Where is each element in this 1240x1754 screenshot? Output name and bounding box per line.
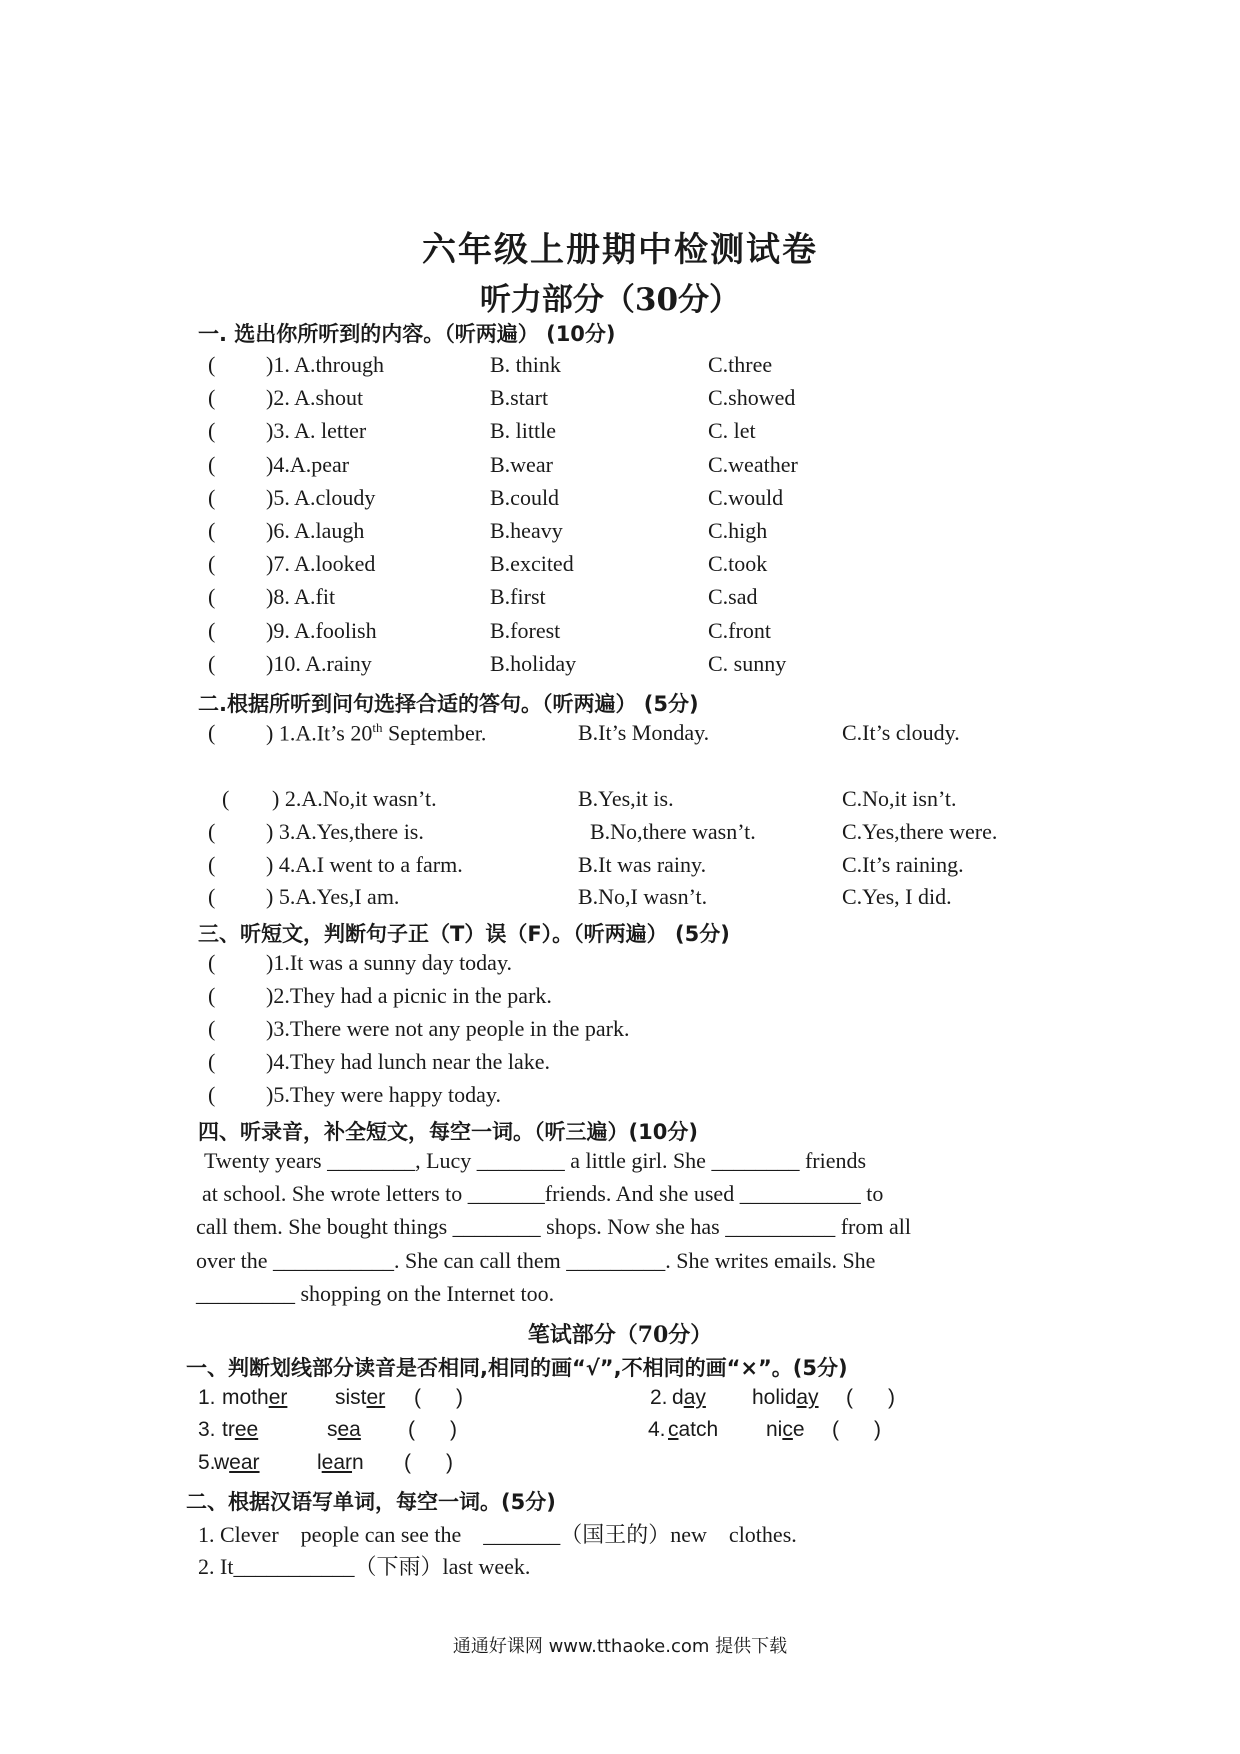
item-number: 4.: [648, 1418, 666, 1441]
passage-text: friends. And she used: [544, 1181, 740, 1206]
statement-text: )1.It was a sunny day today.: [266, 950, 513, 975]
word-1: [668, 1418, 718, 1442]
written-part1-heading: 一、判断划线部分读音是否相同,相同的画“√”,不相同的画“×”。(5分): [186, 1356, 848, 1380]
answer-paren: (: [208, 884, 216, 909]
listening-choice-row: [0, 551, 1240, 583]
word-1: [214, 1451, 260, 1475]
listening-choice-row: [0, 651, 1240, 683]
passage-text: from all: [835, 1214, 911, 1239]
passage-line: [204, 1148, 866, 1174]
exam-title: 六年级上册期中检测试卷: [422, 230, 818, 270]
passage-line: [196, 1214, 911, 1240]
listening-choice-row: [0, 584, 1240, 616]
passage-text: shopping on the Internet too.: [295, 1281, 555, 1306]
option-a-text: ) 5.A.Yes,I am.: [266, 884, 400, 909]
word-1-start: tr: [222, 1418, 235, 1441]
written-section-title: 笔试部分（70分）: [527, 1322, 713, 1348]
answer-paren: (: [208, 518, 216, 543]
listening-section-title: 听力部分（30分）: [479, 282, 741, 318]
option-b: B.It’s Monday.: [578, 720, 710, 745]
passage-text: Twenty years: [204, 1148, 328, 1173]
word-2: [766, 1418, 805, 1442]
answer-paren[interactable]: ( ): [832, 1418, 881, 1441]
word-1-underlined-part: ear: [229, 1451, 260, 1474]
option-a: )5. A.cloudy: [266, 484, 376, 510]
option-a: )3. A. letter: [266, 418, 367, 444]
passage-text: , Lucy: [415, 1148, 477, 1173]
option-a: )4.A.pear: [266, 451, 350, 477]
answer-paren: (: [208, 418, 216, 444]
passage-text: . She can call them: [393, 1248, 567, 1273]
part4-heading: 四、听录音，补全短文，每空一词。（听三遍）(10分): [198, 1120, 698, 1144]
option-b: B. think: [490, 352, 561, 377]
listening-choice-row: [0, 385, 1240, 417]
word-2-start: sist: [335, 1386, 367, 1409]
pronunciation-pair: [0, 1418, 1240, 1450]
option-b: B.holiday: [490, 650, 577, 676]
sentence-start: 1. Clever people can see the: [198, 1522, 484, 1547]
answer-paren: (: [208, 1016, 216, 1041]
answer-paren: (: [208, 950, 216, 975]
option-c: C.sad: [708, 584, 758, 610]
word-1-start: d: [672, 1386, 684, 1409]
listening-choice-row: [0, 418, 1240, 450]
option-b: B.start: [490, 385, 549, 411]
option-a: )8. A.fit: [266, 584, 336, 610]
passage-text: call them. She bought things: [196, 1214, 453, 1239]
word-2-end: n: [352, 1451, 364, 1474]
part1-heading: 一. 选出你所听到的内容。（听两遍） (10分): [198, 322, 616, 346]
option-c: C.weather: [708, 451, 798, 477]
option-c: C.took: [708, 551, 768, 577]
option-c: C. sunny: [708, 650, 787, 676]
fill-blank[interactable]: ________: [327, 1148, 416, 1173]
passage-text: a little girl. She: [564, 1148, 712, 1173]
option-b: B.wear: [490, 451, 553, 477]
fill-blank[interactable]: ___________: [233, 1554, 355, 1579]
word-1-start: moth: [222, 1386, 269, 1409]
answer-paren[interactable]: ( ): [408, 1418, 457, 1441]
answer-paren: (: [208, 819, 216, 844]
option-c: C.high: [708, 518, 768, 543]
option-b: B.forest: [490, 617, 561, 643]
true-false-row: [0, 1082, 1240, 1114]
answer-paren: (: [208, 1049, 216, 1074]
statement-text: )3.There were not any people in the park.: [266, 1016, 630, 1041]
option-a-text: ) 2.A.No,it wasn’t.: [272, 786, 437, 811]
option-b: B.heavy: [490, 518, 563, 543]
word-2-end: e: [792, 1418, 805, 1441]
passage-text: . She writes emails. She: [665, 1248, 876, 1273]
option-a: )1. A.through: [266, 352, 384, 377]
option-c: C.front: [708, 617, 771, 643]
fill-blank[interactable]: _________: [566, 1248, 666, 1273]
listening-choice-row: [0, 518, 1240, 550]
word-1: [672, 1386, 706, 1410]
answer-paren: (: [208, 1082, 216, 1107]
passage-line: [196, 1281, 554, 1307]
option-a: [266, 720, 486, 746]
answer-paren: (: [208, 451, 216, 477]
ordinal-suffix: th: [372, 720, 383, 735]
option-a: [266, 884, 399, 910]
answer-paren: (: [208, 720, 216, 745]
option-b: B.No,I wasn’t.: [578, 884, 708, 909]
passage-text: friends: [799, 1148, 867, 1173]
word-2-start: l: [317, 1451, 322, 1474]
statement-text: )4.They had lunch near the lake.: [266, 1049, 551, 1074]
answer-paren: (: [208, 484, 216, 510]
option-b: B. little: [490, 418, 556, 444]
option-c: C.Yes,there were.: [842, 819, 998, 844]
fill-blank[interactable]: __________: [725, 1214, 836, 1239]
option-a: [266, 819, 424, 845]
fill-blank[interactable]: ___________: [739, 1181, 861, 1206]
answer-paren: (: [208, 385, 216, 411]
sentence-start: 2. It: [198, 1554, 234, 1579]
fill-blank[interactable]: ________: [452, 1214, 541, 1239]
word-1-underlined-part: c: [668, 1418, 679, 1441]
option-a-text: ) 3.A.Yes,there is.: [266, 819, 424, 844]
passage-line: [202, 1181, 883, 1207]
option-a-rest: September.: [382, 720, 487, 746]
true-false-row: [0, 983, 1240, 1015]
statement-text: )2.They had a picnic in the park.: [266, 983, 552, 1008]
written-part2-heading: 二、根据汉语写单词，每空一词。(5分): [186, 1490, 556, 1514]
option-c: C.Yes, I did.: [842, 884, 952, 909]
word-2-underlined-part: ea: [337, 1418, 361, 1441]
part2-heading: 二.根据所听到问句选择合适的答句。（听两遍） (5分): [198, 692, 699, 716]
option-b: B.could: [490, 484, 560, 510]
listening-choice-row: [0, 618, 1240, 650]
option-c: C.showed: [708, 385, 796, 411]
option-a-text: ) 4.A.I went to a farm.: [266, 852, 463, 877]
listening-choice-row: [0, 452, 1240, 484]
word-2-underlined-part: er: [366, 1386, 386, 1409]
answer-paren[interactable]: ( ): [414, 1386, 463, 1409]
option-b: B.Yes,it is.: [578, 786, 674, 811]
answer-paren: (: [208, 551, 216, 577]
passage-text: shops. Now she has: [540, 1214, 726, 1239]
word-2-underlined-part: ear: [321, 1451, 353, 1474]
fill-blank[interactable]: _______: [467, 1181, 545, 1206]
option-a: [266, 852, 463, 878]
item-number: 5.: [198, 1451, 216, 1474]
response-choice-row: [0, 884, 1240, 916]
passage-text: at school. She wrote letters to: [202, 1181, 468, 1206]
option-c: C.would: [708, 484, 784, 510]
word-2-start: s: [327, 1418, 338, 1441]
response-choice-row: [0, 720, 1240, 752]
pronunciation-pair: [0, 1451, 1240, 1483]
answer-paren: (: [222, 786, 230, 811]
word-2-underlined-part: c: [782, 1418, 793, 1441]
word-1-underlined-part: er: [268, 1386, 288, 1409]
option-c: C.No,it isn’t.: [842, 786, 957, 811]
passage-text: over the: [196, 1248, 273, 1273]
option-c: C.three: [708, 352, 773, 377]
fill-blank[interactable]: _______: [483, 1522, 561, 1547]
pronunciation-pair: [0, 1386, 1240, 1418]
true-false-row: [0, 950, 1240, 982]
fill-blank[interactable]: ________: [711, 1148, 800, 1173]
true-false-row: [0, 1016, 1240, 1048]
word-2-start: holid: [752, 1386, 797, 1409]
answer-paren[interactable]: ( ): [404, 1451, 453, 1474]
word-1-start: w: [214, 1451, 230, 1474]
translation-item: [198, 1550, 530, 1581]
answer-paren: (: [208, 617, 216, 643]
option-c: C.It’s cloudy.: [842, 720, 960, 745]
answer-paren: (: [208, 983, 216, 1008]
word-2: [317, 1451, 364, 1475]
answer-paren: (: [208, 584, 216, 610]
answer-paren: (: [208, 852, 216, 877]
fill-blank[interactable]: _________: [196, 1281, 295, 1306]
option-a: )7. A.looked: [266, 551, 376, 577]
part3-heading: 三、听短文，判断句子正（T）误（F）。（听两遍） (5分): [198, 922, 730, 946]
option-a-text: ) 1.A.It’s 20: [266, 720, 373, 746]
answer-paren: (: [208, 352, 216, 377]
statement-text: )5.They were happy today.: [266, 1082, 501, 1107]
fill-blank[interactable]: ___________: [272, 1248, 394, 1273]
word-2: [752, 1386, 819, 1410]
response-choice-row: [0, 852, 1240, 884]
item-number: 2.: [650, 1386, 668, 1409]
word-1-underlined-part: ee: [234, 1418, 259, 1441]
word-2-start: ni: [766, 1418, 783, 1441]
option-a: )9. A.foolish: [266, 617, 377, 643]
option-b: B.It was rainy.: [578, 852, 707, 877]
response-choice-row: [0, 819, 1240, 851]
option-a: )10. A.rainy: [266, 650, 372, 676]
option-b: B.excited: [490, 551, 574, 577]
option-b: B.first: [490, 584, 546, 610]
listening-choice-row: [0, 352, 1240, 384]
answer-paren: (: [208, 650, 216, 676]
option-a: )6. A.laugh: [266, 518, 365, 543]
footer-credit: 通通好课网 www.tthaoke.com 提供下载: [452, 1636, 788, 1657]
passage-text: to: [860, 1181, 884, 1206]
item-number: 3.: [198, 1418, 216, 1441]
option-c: C. let: [708, 418, 756, 444]
answer-paren[interactable]: ( ): [846, 1386, 895, 1409]
item-number: 1.: [198, 1386, 216, 1409]
fill-blank[interactable]: ________: [476, 1148, 565, 1173]
option-a: [272, 786, 437, 812]
word-2-underlined-part: ay: [796, 1386, 819, 1409]
word-1-underlined-part: ay: [683, 1386, 706, 1409]
option-a: )2. A.shout: [266, 385, 364, 411]
word-1-end: atch: [678, 1418, 719, 1441]
response-choice-row: [0, 786, 1240, 818]
sentence-end: （国王的）new clothes.: [560, 1522, 797, 1547]
true-false-row: [0, 1049, 1240, 1081]
option-b: B.No,there wasn’t.: [590, 819, 756, 844]
option-c: C.It’s raining.: [842, 852, 964, 877]
translation-item: [198, 1518, 797, 1549]
sentence-end: （下雨）last week.: [354, 1554, 531, 1579]
passage-line: [196, 1248, 875, 1274]
listening-choice-row: [0, 485, 1240, 517]
